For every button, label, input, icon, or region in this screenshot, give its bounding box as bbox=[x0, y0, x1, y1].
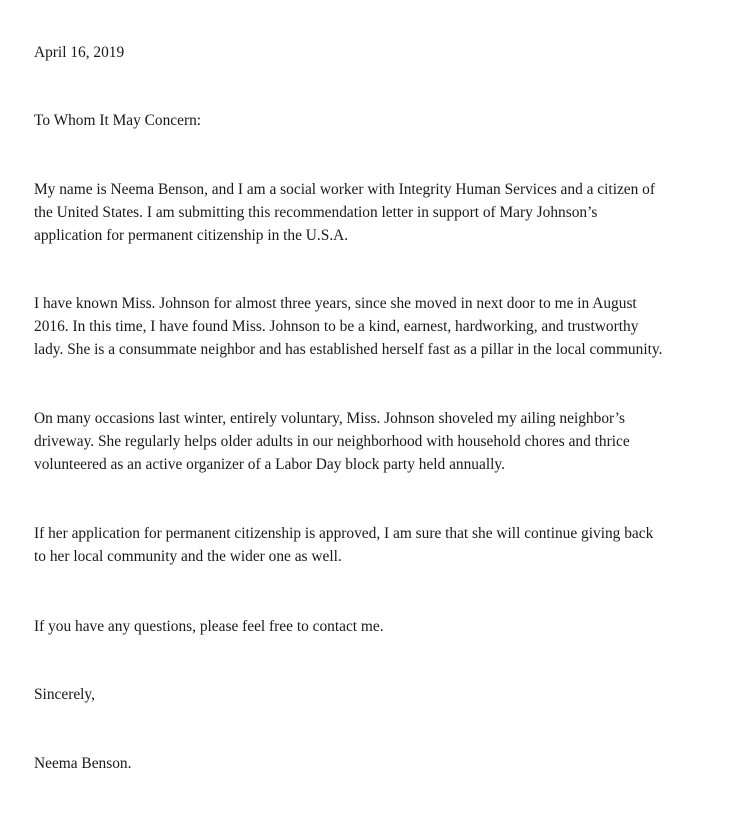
paragraph-line: If her application for permanent citizenship is approved, I am sure that she will continue giving back bbox=[34, 525, 654, 542]
paragraph-line: If you have any questions, please feel free to contact me. bbox=[34, 618, 384, 635]
paragraph-line: On many occasions last winter, entirely voluntary, Miss. Johnson shoveled my ailing neighbor’s bbox=[34, 410, 625, 427]
letter-closing bbox=[34, 683, 95, 706]
paragraph-line: the United States. I am submitting this recommendation letter in support of Mary Johnson’s bbox=[34, 204, 598, 221]
letter-signature bbox=[34, 752, 131, 775]
paragraph-acquaintance bbox=[34, 292, 662, 361]
paragraph-contact bbox=[34, 615, 384, 638]
paragraph-line: I have known Miss. Johnson for almost three years, since she moved in next door to me in August bbox=[34, 295, 637, 312]
paragraph-line: application for permanent citizenship in the U.S.A. bbox=[34, 227, 349, 244]
paragraph-line: My name is Neema Benson, and I am a social worker with Integrity Human Services and a citizen of bbox=[34, 181, 655, 198]
paragraph-endorsement bbox=[34, 522, 653, 568]
paragraph-line: volunteered as an active organizer of a Labor Day block party held annually. bbox=[34, 456, 505, 473]
paragraph-introduction bbox=[34, 178, 655, 247]
letter-date bbox=[34, 41, 124, 64]
signature-text: Neema Benson. bbox=[34, 755, 132, 772]
paragraph-line: lady. She is a consummate neighbor and has established herself fast as a pillar in the local community. bbox=[34, 341, 663, 358]
closing-text: Sincerely, bbox=[34, 686, 95, 703]
paragraph-community-service bbox=[34, 407, 630, 476]
letter-salutation bbox=[34, 109, 201, 132]
date-text: April 16, 2019 bbox=[34, 44, 125, 61]
paragraph-line: to her local community and the wider one as well. bbox=[34, 548, 342, 565]
paragraph-line: driveway. She regularly helps older adults in our neighborhood with household chores and thrice bbox=[34, 433, 630, 450]
salutation-text: To Whom It May Concern: bbox=[34, 112, 202, 129]
paragraph-line: 2016. In this time, I have found Miss. Johnson to be a kind, earnest, hardworking, and trustworthy bbox=[34, 318, 639, 335]
